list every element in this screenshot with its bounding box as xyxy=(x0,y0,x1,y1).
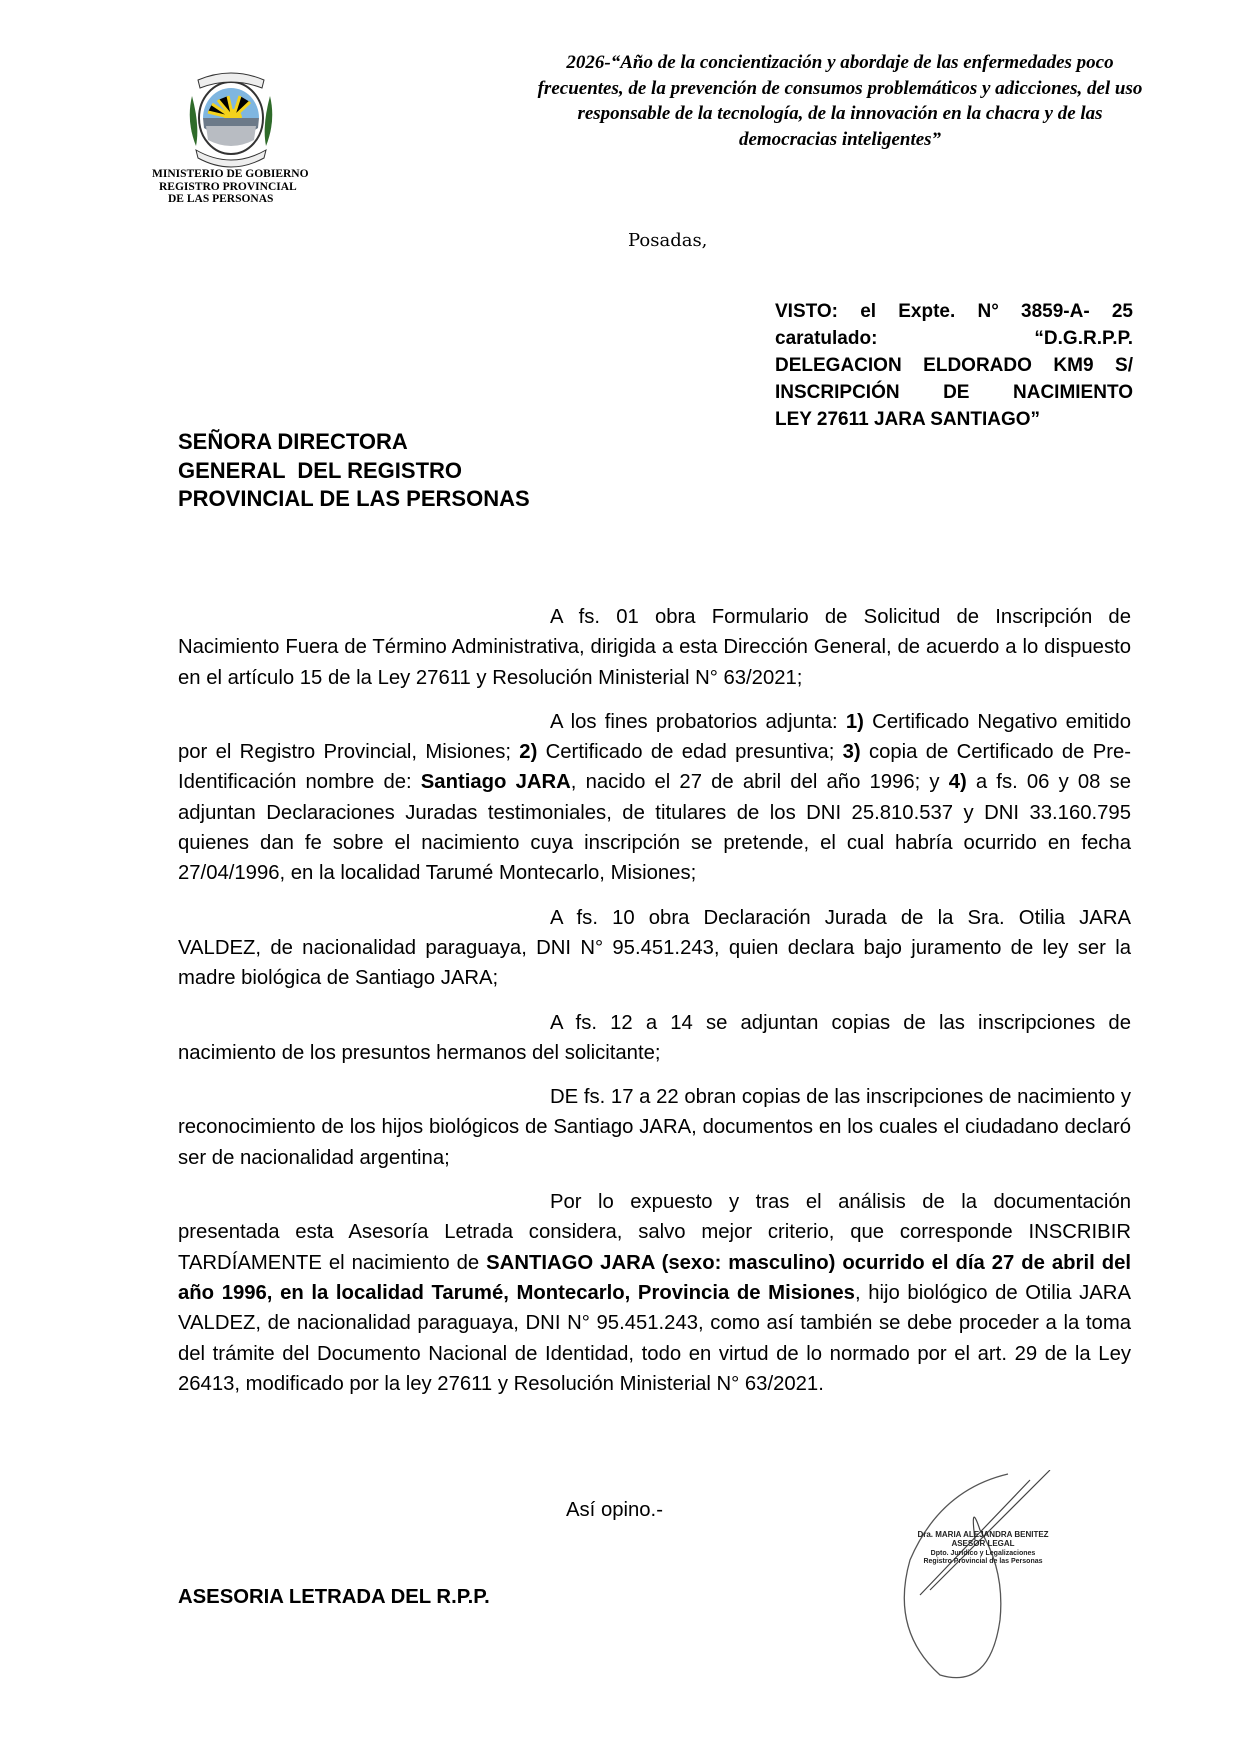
ministry-line: MINISTERIO DE GOBIERNO xyxy=(152,168,309,180)
addressee-line: PROVINCIAL DE LAS PERSONAS xyxy=(178,486,530,511)
stamp-line: Dra. MARIA ALEJANDRA BENITEZ xyxy=(917,1530,1049,1539)
document-body xyxy=(178,602,1131,1413)
ministry-heading xyxy=(152,168,309,206)
text-run: Certificado Negativo emitido por el Registro Provincial, Misiones; xyxy=(178,710,1131,764)
bold-text: Santiago JARA xyxy=(420,771,571,794)
stamp-line: ASESOR LEGAL xyxy=(951,1539,1015,1548)
text-run: A los fines probatorios adjunta: xyxy=(550,710,846,733)
text-run: Por lo expuesto y tras el análisis de la documentación presentada esta Asesoría Letrada considera, salvo mejor criterio, que corresponde INSCRIBIR TARDÍAMENTE el nacimiento de xyxy=(178,1191,1131,1274)
text-run: DE fs. 17 a 22 obran copias de las inscripciones de nacimiento y reconocimiento de los hijos biológicos de Santiago JARA, documentos en los cuales el ciudadano declaró ser de nacionalidad argentina; xyxy=(178,1086,1131,1169)
ministry-line: REGISTRO PROVINCIAL xyxy=(159,180,297,193)
text-run: A fs. 12 a 14 se adjuntan copias de las inscripciones de nacimiento de los presuntos hermanos del solicitante; xyxy=(178,1011,1131,1064)
signature-with-stamp xyxy=(880,1470,1080,1685)
text-run: a fs. 06 y 08 se adjuntan Declaraciones Juradas testimoniales, de titulares de los DNI 25.810.537 y DNI 33.160.795 quienes dan fe sobre el nacimiento cuya inscripción se pretende, el cual habría ocurrido en fecha 27/04/1996, en la localidad Tarumé Montecarlo, Misiones; xyxy=(178,771,1131,885)
visto-line: VISTO: el Expte. N° 3859-A- 25 xyxy=(775,301,1133,322)
visto-line: caratulado: “D.G.R.P.P. xyxy=(775,328,1133,349)
addressee-line: GENERAL DEL REGISTRO xyxy=(178,457,463,483)
body-paragraph xyxy=(178,1082,1131,1173)
bold-text: 3) xyxy=(842,741,861,764)
header-motto xyxy=(500,50,1180,152)
province-coat-of-arms-logo xyxy=(178,66,284,172)
stamp-line: Registro Provincial de las Personas xyxy=(923,1558,1043,1565)
visto-line: INSCRIPCIÓN DE NACIMIENTO xyxy=(775,382,1133,403)
body-paragraph xyxy=(178,602,1131,693)
bold-text: 4) xyxy=(948,771,967,794)
body-paragraph xyxy=(178,1187,1131,1399)
motto-line: responsable de la tecnología, de la innovación en la chacra y de las xyxy=(577,103,1103,124)
place-date: Posadas, xyxy=(628,230,708,251)
motto-line: frecuentes, de la prevención de consumos problemáticos y adicciones, del uso xyxy=(537,77,1143,99)
bold-text: SANTIAGO JARA (sexo: masculino) ocurrido el día 27 de abril del año 1996, en la localidad Tarumé, Montecarlo, Provincia de Misiones xyxy=(178,1251,1131,1304)
visto-line: LEY 27611 JARA SANTIAGO” xyxy=(775,409,1041,430)
motto-line: 2026-“Año de la concientización y abordaje de las enfermedades poco xyxy=(566,52,1114,73)
bold-text: 1) xyxy=(845,710,864,733)
text-run: A fs. 10 obra Declaración Jurada de la Sra. Otilia JARA VALDEZ, de nacionalidad paraguaya, DNI N° 95.451.243, quien declara bajo juramento de ley ser la madre biológica de Santiago JARA; xyxy=(178,906,1131,990)
bold-text: 2) xyxy=(519,741,538,764)
visto-block xyxy=(775,298,1133,433)
body-paragraph xyxy=(178,707,1131,889)
motto-line: democracias inteligentes” xyxy=(738,128,942,150)
addressee xyxy=(178,428,530,514)
text-run: A fs. 01 obra Formulario de Solicitud de Inscripción de Nacimiento Fuera de Término Administrativa, dirigida a esta Dirección General, de acuerdo a lo dispuesto en el artículo 15 de la Ley 27611 y Resolución Ministerial N° 63/2021; xyxy=(178,606,1131,689)
ministry-line: DE LAS PERSONAS xyxy=(168,193,274,205)
text-run: copia de Certificado de Pre-Identificación nombre de: xyxy=(178,741,1132,794)
body-paragraph xyxy=(178,903,1131,994)
closing-remark: Así opino.- xyxy=(566,1499,663,1521)
body-paragraph xyxy=(178,1008,1131,1069)
stamp-line: Dpto. Jurídico y Legalizaciones xyxy=(930,1550,1036,1557)
text-run: , nacido el 27 de abril del año 1996; y xyxy=(570,771,949,794)
text-run: , hijo biológico de Otilia JARA VALDEZ, de nacionalidad paraguaya, DNI N° 95.451.243, como así también se debe proceder a la toma del trámite del Documento Nacional de Identidad, todo en virtud de lo normado por el art. 29 de la Ley 26413, modificado por la ley 27611 y Resolución Ministerial N° 63/2021. xyxy=(178,1281,1131,1395)
text-run: Certificado de edad presuntiva; xyxy=(537,741,843,764)
visto-line: DELEGACION ELDORADO KM9 S/ xyxy=(775,355,1133,376)
issuing-office: ASESORIA LETRADA DEL R.P.P. xyxy=(178,1586,490,1608)
addressee-line: SEÑORA DIRECTORA xyxy=(178,429,408,454)
